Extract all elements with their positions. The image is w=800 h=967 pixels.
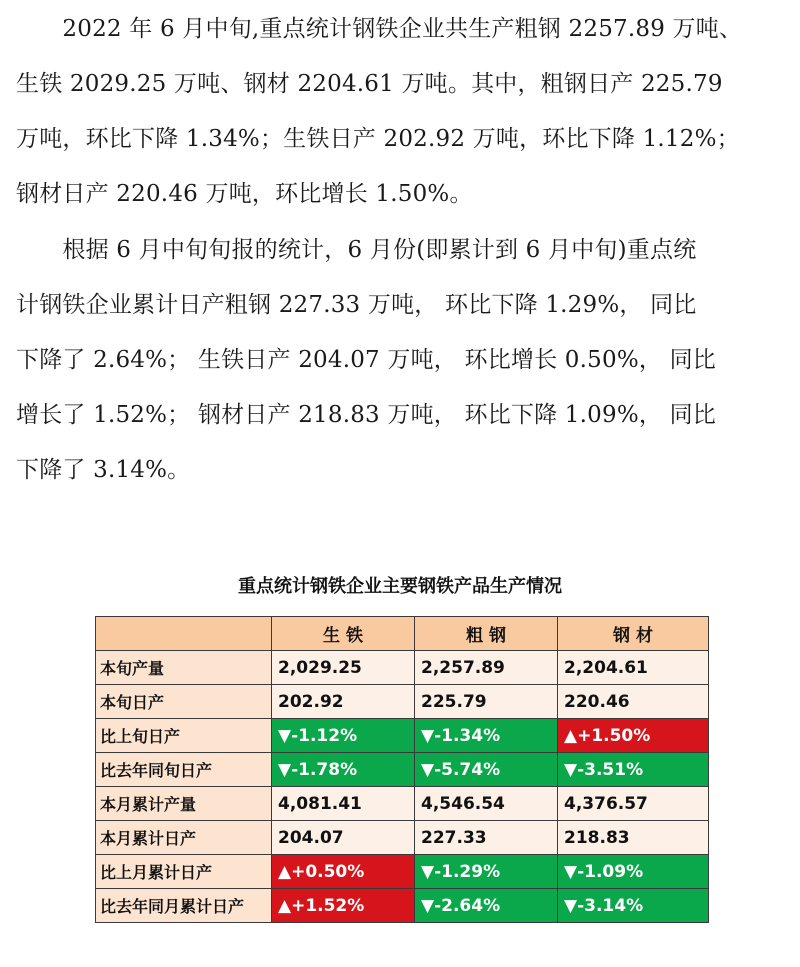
row-label: 比上月累计日产: [96, 855, 272, 889]
table-cell: 2,257.89: [415, 651, 558, 685]
table-cell: 4,376.57: [558, 787, 709, 821]
table-title: 重点统计钢铁企业主要钢铁产品生产情况: [238, 576, 562, 597]
table-row: [96, 685, 709, 719]
table-cell: ▼-2.64%: [415, 889, 558, 923]
table-cell: 220.46: [558, 685, 709, 719]
table-cell: ▼-1.29%: [415, 855, 558, 889]
row-label: 本旬产量: [96, 651, 272, 685]
header-steel-products: 钢 材: [558, 617, 709, 651]
table-cell: 225.79: [415, 685, 558, 719]
row-label: 本月累计产量: [96, 787, 272, 821]
paragraph-line: 钢材日产 220.46 万吨，环比增长 1.50%。: [16, 181, 473, 207]
table-cell: ▼-3.51%: [558, 753, 709, 787]
row-label: 本月累计日产: [96, 821, 272, 855]
table-cell: 2,204.61: [558, 651, 709, 685]
table-row: [96, 719, 709, 753]
row-label: 比去年同月累计日产: [96, 889, 272, 923]
table-cell: 204.07: [272, 821, 415, 855]
table-cell: ▼-1.78%: [272, 753, 415, 787]
header-pig-iron: 生 铁: [272, 617, 415, 651]
paragraph-line: 2022 年 6 月中旬,重点统计钢铁企业共生产粗钢 2257.89 万吨、: [16, 16, 743, 42]
table-cell: 227.33: [415, 821, 558, 855]
table-cell: ▼-1.09%: [558, 855, 709, 889]
table-row: [96, 821, 709, 855]
table-cell: 218.83: [558, 821, 709, 855]
row-label: 比去年同旬日产: [96, 753, 272, 787]
table-body: [96, 651, 709, 923]
table-cell: ▼-1.34%: [415, 719, 558, 753]
header-crude-steel: 粗 钢: [415, 617, 558, 651]
table-cell: ▼-5.74%: [415, 753, 558, 787]
paragraph-line: 下降了 2.64%； 生铁日产 204.07 万吨， 环比增长 0.50%， 同比: [16, 347, 716, 373]
paragraph-line: 万吨，环比下降 1.34%；生铁日产 202.92 万吨，环比下降 1.12%；: [16, 126, 740, 152]
header-corner: [96, 617, 272, 651]
table-cell: 4,546.54: [415, 787, 558, 821]
table-cell: 2,029.25: [272, 651, 415, 685]
row-label: 比上旬日产: [96, 719, 272, 753]
paragraph-1: [16, 2, 788, 222]
production-table: [95, 616, 709, 923]
table-header-row: [96, 617, 709, 651]
table-cell: ▼-3.14%: [558, 889, 709, 923]
table-cell: ▲+1.50%: [558, 719, 709, 753]
paragraph-2: [16, 223, 788, 498]
table-cell: ▲+0.50%: [272, 855, 415, 889]
table-cell: 202.92: [272, 685, 415, 719]
row-label: 本旬日产: [96, 685, 272, 719]
paragraph-line: 下降了 3.14%。: [16, 457, 191, 483]
table-row: [96, 651, 709, 685]
table-row: [96, 753, 709, 787]
table-row: [96, 889, 709, 923]
table-row: [96, 787, 709, 821]
table-cell: ▲+1.52%: [272, 889, 415, 923]
table-cell: ▼-1.12%: [272, 719, 415, 753]
table-row: [96, 855, 709, 889]
paragraph-line: 根据 6 月中旬旬报的统计，6 月份(即累计到 6 月中旬)重点统: [16, 237, 697, 263]
table-cell: 4,081.41: [272, 787, 415, 821]
paragraph-line: 生铁 2029.25 万吨、钢材 2204.61 万吨。其中，粗钢日产 225.79: [16, 71, 723, 97]
paragraph-line: 计钢铁企业累计日产粗钢 227.33 万吨， 环比下降 1.29%， 同比: [16, 292, 697, 318]
paragraph-line: 增长了 1.52%； 钢材日产 218.83 万吨， 环比下降 1.09%， 同比: [16, 402, 716, 428]
